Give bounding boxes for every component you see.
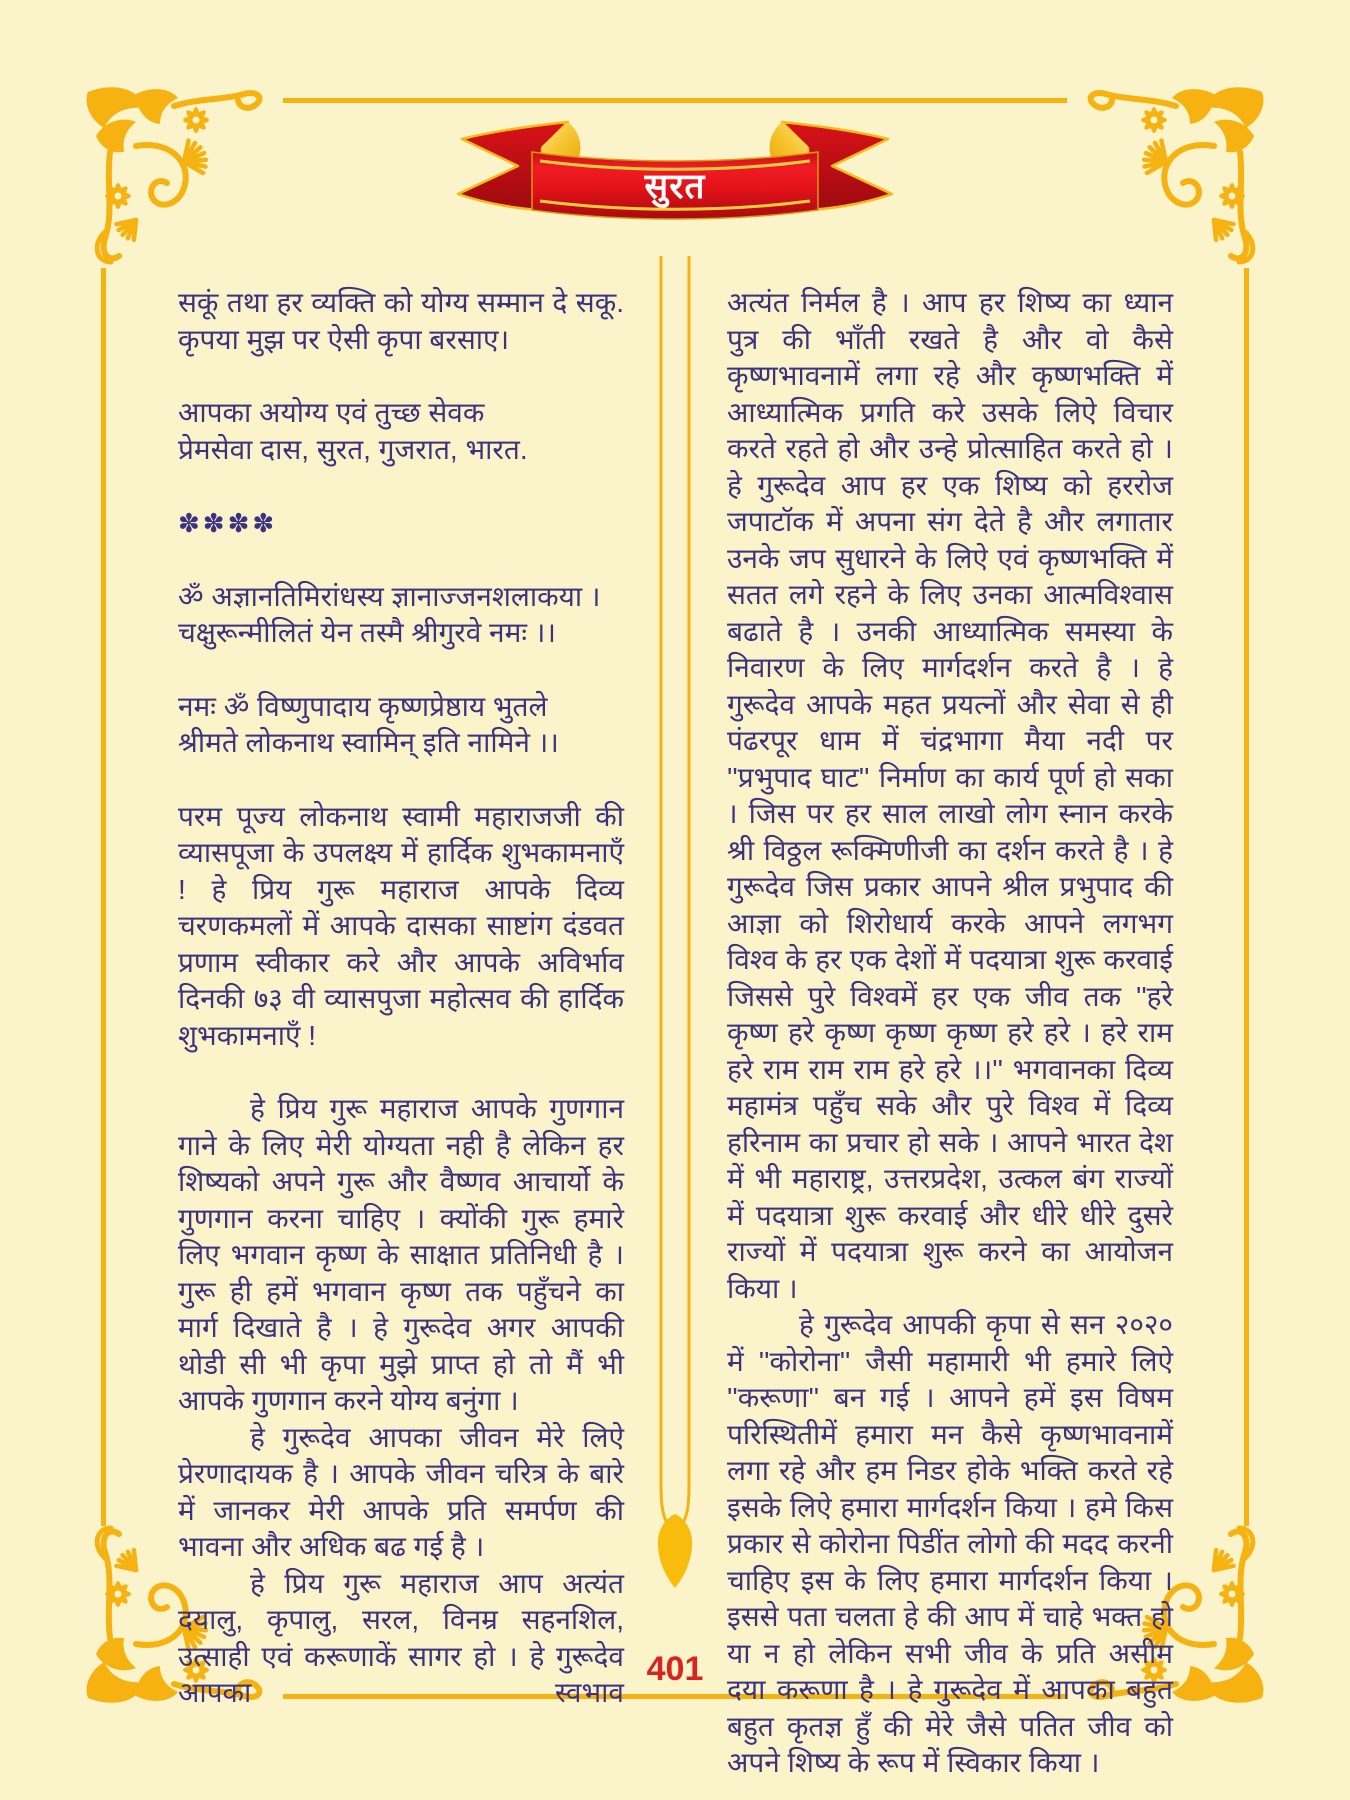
paragraph-gungan: हे प्रिय गुरू महाराज आपके गुणगान गाने के लिए मेरी योग्यता नही है लेकिन हर शिष्यको अपने गुरू और वैष्णव आचार्यो के गुणगान करना चाहिए । क्योंकी गुरू हमारे लिए भगवान कृष्ण के साक्षात प्रतिनिधी है । गुरू ही हमें भगवान कृष्ण तक पहुँचने का मार्ग दिखाते है । हे गुरूदेव अगर आपकी थोडी सी भी कृपा मुझे प्राप्त हो तो मैं भी आपके गुणगान करने योग्य बनुंगा । [178,1093,624,1416]
page-number: 401 [646,1650,704,1688]
left-column [178,285,624,1712]
column-divider [645,256,705,1590]
right-column [727,285,1173,1782]
signature-line-1: आपका अयोग्य एवं तुच्छ सेवक [178,397,485,428]
signature-line-2: प्रेमसेवा दास, सुरत, गुजरात, भारत. [178,433,528,465]
paragraph-corona: हे गुरूदेव आपकी कृपा से सन २०२० में ''कोरोना'' जैसी महामारी भी हमारे लिऐ ''करूणा'' बन गई । आपने हमें इस विषम परिस्थितीमें हमारा मन कैसे कृष्णभावनामें लगा रहे और हम निडर होके भक्ति करते रहे इसके लिऐ हमारा मार्गदर्शन किया । हमे किस प्रकार से कोरोना पिडींत लोगो की मदद करनी चाहिए इस के लिए हमारा मार्गदर्शन किया । इससे पता चलता हे की आप में चाहे भक्त हो या न हो लेकिन सभी जीव के प्रति असीम दया करूणा है । हे गुरूदेव में आपका बहुत बहुत कृतज्ञ हुँ की मेरे जैसे पतित जीव को अपने शिष्य के रूप में स्विकार किया । [727,1309,1173,1778]
banner-title: सुरत [644,166,706,206]
ribbon-banner [450,106,900,238]
paragraph-greeting: परम पूज्य लोकनाथ स्वामी महाराजजी की व्यासपूजा के उपलक्ष्य में हार्दिक शुभकामनाएँ ! हे प्रिय गुरू महाराज आपके दिव्य चरणकमलों में आपके दासका साष्टांग दंडवत प्रणाम स्वीकार करे और आपके अविर्भाव दिनकी ७३ वी व्यासपुजा महोत्सव की हार्दिक शुभकामनाएँ ! [178,800,624,1051]
shloka1-line-1: ॐ अज्ञानतिमिरांधस्य ज्ञानाज्जनशलाकया । [178,580,601,612]
frame-border-right [1244,268,1249,1526]
corner-ornament-top-left [78,80,278,280]
pendant-drop-icon [658,1514,692,1588]
section-divider-stars: ✽✽✽✽ [178,508,278,538]
corner-ornament-top-right [1072,80,1272,280]
paragraph-jivan: हे गुरूदेव आपका जीवन मेरे लिऐ प्रेरणादायक है । आपके जीवन चरित्र के बारे में जानकर मेरी आपके प्रति समर्पण की भावना और अधिक बढ गई है । [178,1421,624,1562]
frame-border-left [101,268,106,1526]
paragraph-swabhav: हे प्रिय गुरू महाराज आप अत्यंत दयालु, कृपालु, सरल, विनम्र सहनशिल, उत्साही एवं करूणाकें सागर हो । हे गुरूदेव आपका स्वभाव [178,1567,624,1708]
shloka1-line-2: चक्षुरून्मीलितं येन तस्मै श्रीगुरवे नमः ।। [178,617,557,648]
shloka2-line-2: श्रीमते लोकनाथ स्वामिन् इति नामिने ।। [178,727,559,758]
paragraph-blessing: सकूं तथा हर व्यक्ति को योग्य सम्मान दे सकू. कृपया मुझ पर ऐसी कृपा बरसाए। [178,287,624,355]
shloka2-line-1: नमः ॐ विष्णुपादाय कृष्णप्रेष्ठाय भुतले [178,690,548,722]
paragraph-mahima: अत्यंत निर्मल है । आप हर शिष्य का ध्यान पुत्र की भाँती रखते है और वो कैसे कृष्णभावनामें लगा रहे और कृष्णभक्ति में आध्यात्मिक प्रगति करे उसके लिऐ विचार करते रहते हो और उन्हे प्रोत्साहित करते हो । हे गुरूदेव आप हर एक शिष्य को हररोज जपाटॉक में अपना संग देते है और लगातार उनके जप सुधारने के लिऐ एवं कृष्णभक्ति में सतत लगे रहने के लिए उनका आत्मविश्वास बढाते है । उनकी आध्यात्मिक समस्या के निवारण के लिए मार्गदर्शन करते है । हे गुरूदेव आपके महत प्रयत्नों और सेवा से ही पंढरपूर धाम में चंद्रभागा मैया नदी पर ''प्रभुपाद घाट'' निर्माण का कार्य पूर्ण हो सका । जिस पर हर साल लाखो लोग स्नान करके श्री विठ्ठल रूक्मिणीजी का दर्शन करते है । हे गुरूदेव जिस प्रकार आपने श्रील प्रभुपाद की आज्ञा को शिरोधार्य करके आपने लगभग विश्व के हर एक देशों में पदयात्रा शुरू करवाई जिससे पुरे विश्वमें हर एक जीव तक ''हरे कृष्ण हरे कृष्ण कृष्ण कृष्ण हरे हरे । हरे राम हरे राम राम राम हरे हरे ।।'' भगवानका दिव्य महामंत्र पहुँच सके और पुरे विश्व में दिव्य हरिनाम का प्रचार हो सके । आपने भारत देश में भी महाराष्ट्र, उत्तरप्रदेश, उत्कल बंग राज्यों में पदयात्रा शुरू करवाई और धीरे धीरे दुसरे राज्यों में पदयात्रा शुरू करने का आयोजन किया । [727,287,1173,1304]
frame-border-top [283,98,1067,103]
